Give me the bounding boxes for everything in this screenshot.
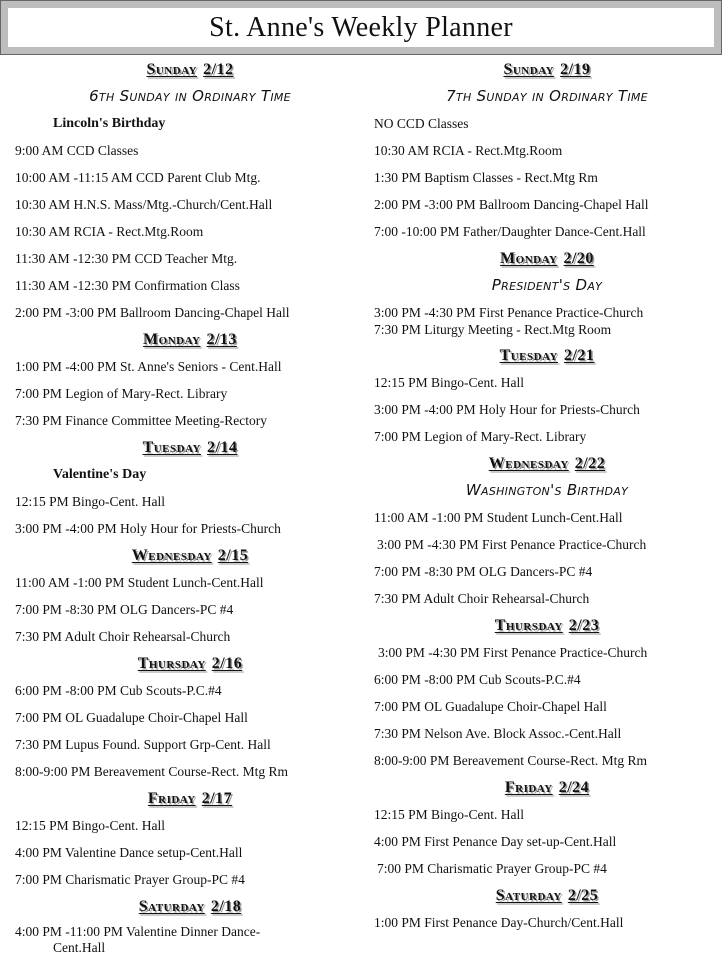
event-item: 8:00-9:00 PM Bereavement Course-Rect. Mtg Rm bbox=[374, 753, 647, 768]
event-item: 10:30 AM RCIA - Rect.Mtg.Room bbox=[15, 224, 204, 239]
event-item: 10:00 AM -11:15 AM CCD Parent Club Mtg. bbox=[15, 170, 261, 185]
event-item: 2:00 PM -3:00 PM Ballroom Dancing-Chapel Hall bbox=[374, 197, 649, 212]
event-item: 7:00 PM -8:30 PM OLG Dancers-PC #4 bbox=[374, 564, 593, 579]
day-heading-thursday-2-23: Thursday 2/23 bbox=[494, 617, 600, 634]
event-item: 8:00-9:00 PM Bereavement Course-Rect. Mtg Rm bbox=[15, 764, 288, 779]
day-heading-tuesday-2-14: Tuesday 2/14 bbox=[142, 439, 238, 456]
event-item: 6:00 PM -8:00 PM Cub Scouts-P.C.#4 bbox=[15, 683, 222, 698]
event-item: 10:30 AM H.N.S. Mass/Mtg.-Church/Cent.Hall bbox=[15, 197, 273, 212]
event-item: 3:00 PM -4:30 PM First Penance Practice-Church bbox=[378, 645, 648, 660]
event-item: 3:00 PM -4:00 PM Holy Hour for Priests-Church bbox=[15, 521, 281, 536]
event-item: NO CCD Classes bbox=[374, 116, 469, 131]
event-item: 11:30 AM -12:30 PM CCD Teacher Mtg. bbox=[15, 251, 238, 266]
day-heading-friday-2-24: Friday 2/24 bbox=[504, 779, 590, 796]
event-item: 11:30 AM -12:30 PM Confirmation Class bbox=[15, 278, 240, 293]
event-item: 12:15 PM Bingo-Cent. Hall bbox=[374, 807, 525, 822]
event-item: 2:00 PM -3:00 PM Ballroom Dancing-Chapel Hall bbox=[15, 305, 290, 320]
event-item: 7:30 PM Lupus Found. Support Grp-Cent. Hall bbox=[15, 737, 271, 752]
event-item: 7:00 PM Charismatic Prayer Group-PC #4 bbox=[377, 861, 607, 876]
occasion-label: 6th Sunday in Ordinary Time bbox=[89, 87, 291, 105]
event-item: 12:15 PM Bingo-Cent. Hall bbox=[374, 375, 525, 390]
day-heading-tuesday-2-21: Tuesday 2/21 bbox=[499, 347, 595, 364]
event-item: 7:30 PM Adult Choir Rehearsal-Church bbox=[15, 629, 231, 644]
occasion-label: President's Day bbox=[491, 276, 603, 294]
left-column bbox=[15, 56, 365, 956]
occasion-label: 7th Sunday in Ordinary Time bbox=[446, 87, 648, 105]
day-heading-thursday-2-16: Thursday 2/16 bbox=[137, 655, 243, 672]
event-item: 7:30 PM Adult Choir Rehearsal-Church bbox=[374, 591, 590, 606]
day-heading-wednesday-2-15: Wednesday 2/15 bbox=[131, 547, 249, 564]
day-heading-monday-2-13: Monday 2/13 bbox=[143, 331, 237, 348]
event-line: 4:00 PM -11:00 PM Valentine Dinner Dance- bbox=[15, 924, 261, 939]
day-heading-monday-2-20: Monday 2/20 bbox=[500, 250, 594, 267]
day-note: Lincoln's Birthday bbox=[53, 116, 166, 131]
event-item bbox=[15, 920, 365, 956]
event-item: 1:00 PM -4:00 PM St. Anne's Seniors - Cent.Hall bbox=[15, 359, 282, 374]
day-heading-wednesday-2-22: Wednesday 2/22 bbox=[488, 455, 606, 472]
event-item: 7:00 PM OL Guadalupe Choir-Chapel Hall bbox=[374, 699, 607, 714]
event-item: 7:00 PM OL Guadalupe Choir-Chapel Hall bbox=[15, 710, 248, 725]
day-heading-sunday-2-19: Sunday 2/19 bbox=[503, 61, 591, 78]
event-item: 4:00 PM Valentine Dance setup-Cent.Hall bbox=[15, 845, 243, 860]
event-item: 4:00 PM First Penance Day set-up-Cent.Hall bbox=[374, 834, 617, 849]
day-heading-sunday-2-12: Sunday 2/12 bbox=[146, 61, 234, 78]
event-item: 7:30 PM Liturgy Meeting - Rect.Mtg Room bbox=[374, 322, 612, 337]
event-item: 1:30 PM Baptism Classes - Rect.Mtg Rm bbox=[374, 170, 598, 185]
event-item: 9:00 AM CCD Classes bbox=[15, 143, 139, 158]
occasion-label: Washington's Birthday bbox=[465, 481, 629, 499]
event-item: 7:00 PM Charismatic Prayer Group-PC #4 bbox=[15, 872, 245, 887]
event-item: 7:30 PM Nelson Ave. Block Assoc.-Cent.Hall bbox=[374, 726, 622, 741]
event-item: 3:00 PM -4:30 PM First Penance Practice-Church bbox=[374, 305, 644, 320]
day-heading-friday-2-17: Friday 2/17 bbox=[147, 790, 233, 807]
event-item: 1:00 PM First Penance Day-Church/Cent.Hall bbox=[374, 915, 624, 930]
event-item: 11:00 AM -1:00 PM Student Lunch-Cent.Hall bbox=[374, 510, 623, 525]
event-continuation: Cent.Hall bbox=[53, 940, 106, 955]
event-item: 7:00 PM Legion of Mary-Rect. Library bbox=[374, 429, 587, 444]
event-item: 3:00 PM -4:00 PM Holy Hour for Priests-Church bbox=[374, 402, 640, 417]
planner-title-banner bbox=[1, 1, 721, 54]
day-note: Valentine's Day bbox=[53, 467, 147, 482]
event-item: 10:30 AM RCIA - Rect.Mtg.Room bbox=[374, 143, 563, 158]
event-item: 3:00 PM -4:30 PM First Penance Practice-Church bbox=[377, 537, 647, 552]
day-heading-saturday-2-25: Saturday 2/25 bbox=[495, 887, 599, 904]
planner-title: St. Anne's Weekly Planner bbox=[209, 11, 513, 43]
event-item: 7:00 -10:00 PM Father/Daughter Dance-Cent.Hall bbox=[374, 224, 646, 239]
event-item: 12:15 PM Bingo-Cent. Hall bbox=[15, 494, 166, 509]
right-column bbox=[374, 56, 720, 936]
event-item: 7:30 PM Finance Committee Meeting-Rectory bbox=[15, 413, 267, 428]
event-item: 12:15 PM Bingo-Cent. Hall bbox=[15, 818, 166, 833]
event-item: 6:00 PM -8:00 PM Cub Scouts-P.C.#4 bbox=[374, 672, 581, 687]
event-item: 11:00 AM -1:00 PM Student Lunch-Cent.Hall bbox=[15, 575, 264, 590]
day-heading-saturday-2-18: Saturday 2/18 bbox=[138, 898, 242, 915]
event-item: 7:00 PM -8:30 PM OLG Dancers-PC #4 bbox=[15, 602, 234, 617]
event-item: 7:00 PM Legion of Mary-Rect. Library bbox=[15, 386, 228, 401]
